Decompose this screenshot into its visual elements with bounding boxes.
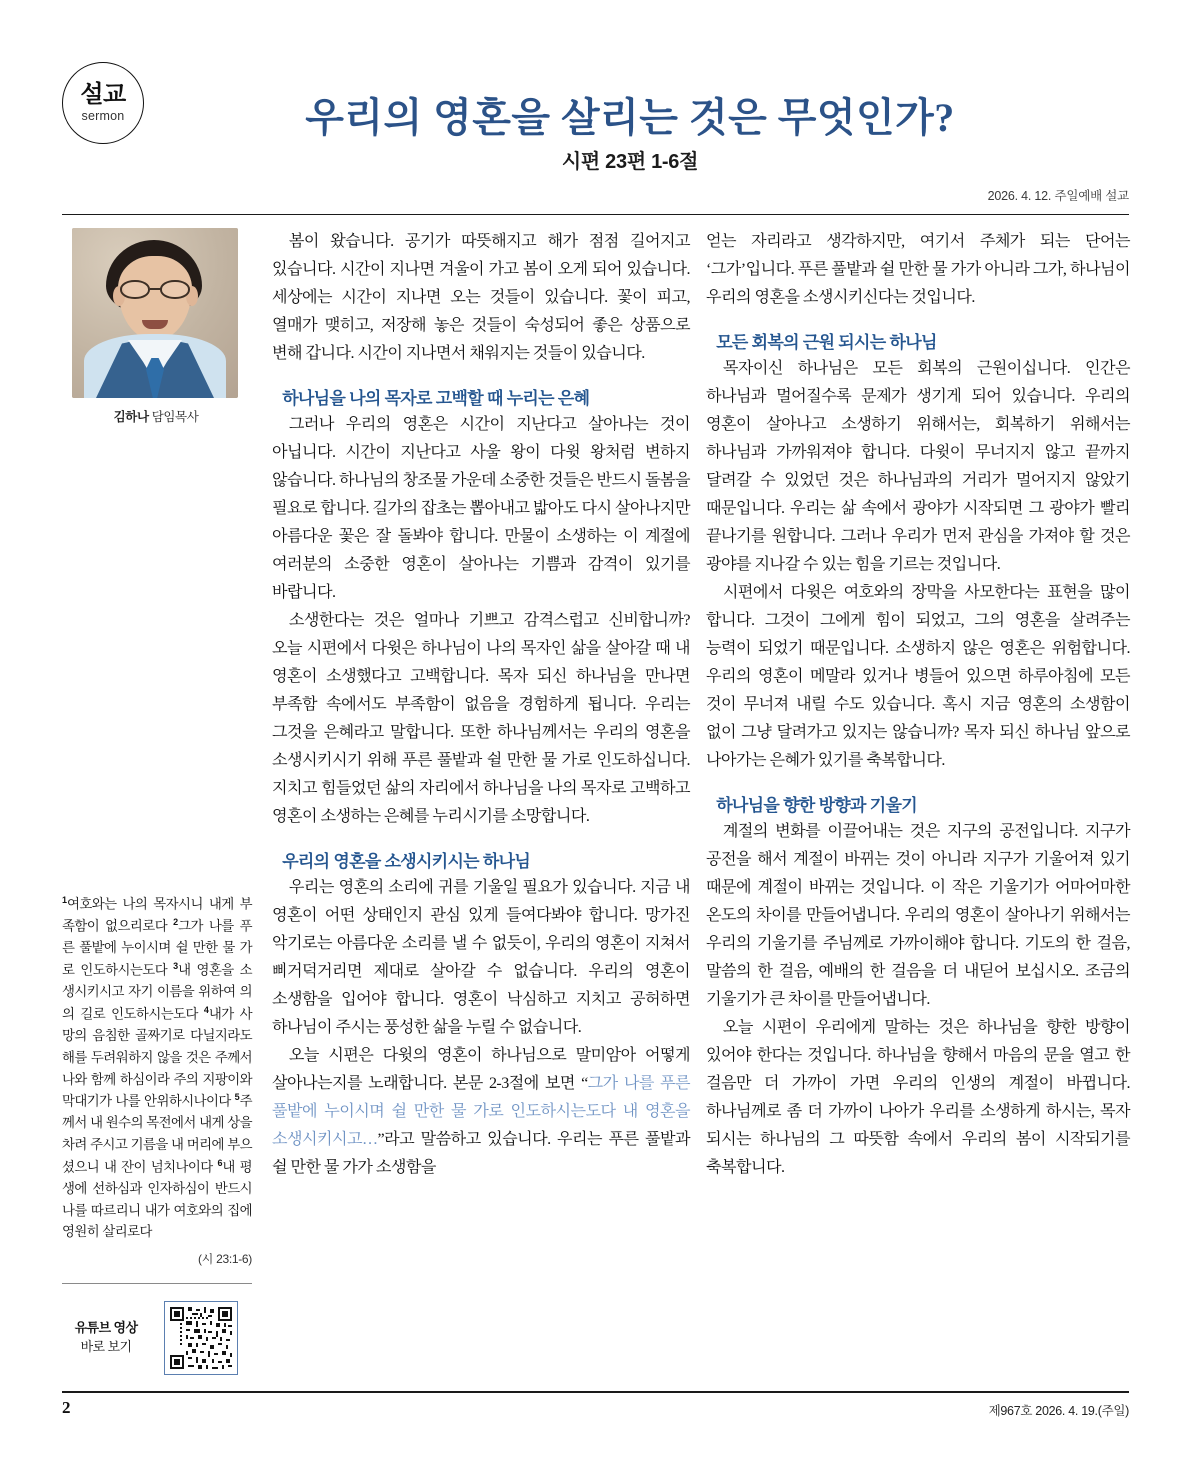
verse-text: 내 영혼을 소생시키시고 자기 이름을 위하여 의의 길로 인도하시는도다 — [62, 962, 252, 1022]
youtube-qr-label-line1: 유튜브 영상 — [74, 1320, 138, 1336]
sermon-badge-korean-label: 설교 — [80, 81, 126, 109]
verse-number: 6 — [217, 1157, 222, 1168]
sidebar-divider — [62, 1283, 252, 1284]
page-masthead — [0, 0, 1191, 216]
verse-number: 5 — [234, 1092, 240, 1103]
scripture-passage-citation: (시 23:1-6) — [198, 1252, 252, 1267]
sermon-badge-english-label: sermon — [81, 109, 125, 124]
paragraph: 우리는 영혼의 소리에 귀를 기울일 필요가 있습니다. 지금 내 영혼이 어떤 상태인지 관심 있게 들여다봐야 합니다. 망가진 악기로는 아름다운 소리를 낼 수 없듯이, 우리의 영혼이 지쳐서 삐거덕거리면 제대로 살아갈 수 없습니다. 우리의 영혼이 소생함을 입어야 합니다. 영혼이 낙심하고 지치고 공허하면 하나님이 주시는 풍성한 삶을 누릴 수 없습니다. — [272, 879, 690, 1036]
verse-number: 1 — [62, 895, 67, 905]
scripture-passage-text — [62, 893, 252, 1243]
verse-number: 3 — [173, 961, 178, 972]
section-heading: 하나님을 향한 방향과 기울기 — [716, 796, 917, 815]
highlighted-scripture-quote: 그가 나를 푸른 풀밭에 누이시며 쉴 만한 물 가로 인도하시는도다 내 영혼을 소생시키시고… — [272, 1075, 690, 1148]
verse-text: 내가 사망의 음침한 골짜기로 다닐지라도 해를 두려워하지 않을 것은 주께서 나와 함께 하심이라 주의 지팡이와 막대기가 나를 안위하시나이다 — [62, 1006, 253, 1109]
paragraph: 봄이 왔습니다. 공기가 따뜻해지고 해가 점점 길어지고 있습니다. 시간이 지나면 겨울이 가고 봄이 오게 되어 있습니다. 세상에는 시간이 지나면 오는 것들이 있습니다. 꽃이 피고, 열매가 맺히고, 저장해 놓은 것들이 숙성되어 좋은 상품으로 변해 갑니다. 시간이 지나면서 채워지는 것들이 있습니다. — [272, 233, 690, 362]
sermon-badge — [62, 62, 144, 144]
portrait-glasses — [118, 280, 194, 300]
paragraph: 그러나 우리의 영혼은 시간이 지난다고 살아나는 것이 아닙니다. 시간이 지난다고 사울 왕이 다윗 왕처럼 변하지 않습니다. 하나님의 창조물 가운데 소중한 것들은 반드시 돌봄을 필요로 합니다. 길가의 잡초는 뽑아내고 밟아도 다시 살아나지만 아름다운 꽃은 잘 돌봐야 합니다. 만물이 소생하는 이 계절에 여러분의 소중한 영혼이 살아나는 기쁨과 감격이 있기를 바랍니다. — [272, 416, 690, 601]
scripture-reference-subtitle: 시편 23편 1-6절 — [561, 151, 699, 173]
scripture-passage-box — [62, 893, 252, 1267]
portrait-lens-left — [120, 280, 150, 299]
page-number: 2 — [62, 1398, 71, 1417]
page-title: 우리의 영혼을 살리는 것은 무엇인가? — [305, 95, 955, 140]
youtube-qr-code-icon[interactable] — [164, 1301, 238, 1375]
youtube-qr-label-line2: 바로 보기 — [80, 1339, 132, 1354]
verse-text: 주께서 내 원수의 목전에서 내게 상을 차려 주시고 기름을 내 머리에 부으셨으니 내 잔이 넘치나이다 — [62, 1093, 252, 1175]
middle-article-column — [272, 228, 690, 1182]
verse-number: 4 — [203, 1004, 209, 1015]
verse-text: 그가 나를 푸른 풀밭에 누이시며 쉴 만한 물 가로 인도하시는도다 — [62, 918, 252, 978]
portrait-caption-name: 김하나 — [113, 410, 149, 424]
left-sidebar-column — [62, 228, 250, 425]
right-article-column — [706, 228, 1130, 1182]
paragraph: 오늘 시편이 우리에게 말하는 것은 하나님을 향한 방향이 있어야 한다는 것입니다. 하나님을 향해서 마음의 문을 열고 한 걸음만 더 가까이 가면 우리의 인생의 계절이 바뀝니다. 하나님께로 좀 더 가까이 나아가 우리를 소생하게 하시는, 목자 되시는 하나님의 그 따뜻함 속에서 우리의 봄이 시작되기를 축복합니다. — [706, 1019, 1130, 1176]
verse-number: 2 — [173, 917, 178, 928]
issue-info: 제967호 2026. 4. 19.(주일) — [988, 1404, 1129, 1418]
paragraph: 계절의 변화를 이끌어내는 것은 지구의 공전입니다. 지구가 공전을 해서 계절이 바뀌는 것이 아니라 지구가 기울어져 있기 때문에 계절이 바뀌는 것입니다. 이 작은 기울기가 어마어마한 온도의 차이를 만들어냅니다. 우리의 영혼이 살아나기 위해서는 우리의 기울기를 주님께로 가까이해야 합니다. 기도의 한 걸음, 말씀의 한 걸음, 예배의 한 걸음을 더 내딛어 보십시오. 조금의 기울기가 큰 차이를 만들어냅니다. — [706, 823, 1130, 1008]
paragraph: 목자이신 하나님은 모든 회복의 근원이십니다. 인간은 하나님과 멀어질수록 문제가 생기게 되어 있습니다. 우리의 영혼이 살아나고 소생하기 위해서는, 회복하기 위해서는 하나님과 가까워져야 합니다. 다윗이 무너지지 않고 끝까지 달려갈 수 있었던 것은 하나님과의 거리가 멀어지지 않았기 때문입니다. 우리는 삶 속에서 광야가 시작되면 그 광야가 빨리 끝나기를 원합니다. 그러나 우리가 먼저 관심을 가져야 할 것은 광야를 지나갈 수 있는 힘을 기르는 것입니다. — [706, 360, 1130, 573]
footer-divider — [62, 1391, 1129, 1393]
section-heading: 하나님을 나의 목자로 고백할 때 누리는 은혜 — [282, 389, 590, 408]
youtube-qr-block[interactable] — [62, 1299, 252, 1377]
sermon-dateline: 2026. 4. 12. 주일예배 설교 — [987, 189, 1129, 203]
paragraph: 얻는 자리라고 생각하지만, 여기서 주체가 되는 단어는 ‘그가’입니다. 푸른 풀밭과 쉴 만한 물 가가 아니라 그가, 하나님이 우리의 영혼을 소생시키신다는 것입니다. — [706, 233, 1130, 306]
section-heading: 우리의 영혼을 소생시키시는 하나님 — [282, 852, 531, 871]
verse-text: 여호와는 나의 목자시니 내게 부족함이 없으리로다 — [62, 896, 252, 934]
header-divider — [62, 214, 1129, 215]
pastor-portrait-photo — [72, 228, 238, 398]
verse-text: 내 평생에 선하심과 인자하심이 반드시 나를 따르리니 내가 여호와의 집에 영원히 살리로다 — [62, 1159, 252, 1240]
paragraph: 시편에서 다윗은 여호와의 장막을 사모한다는 표현을 많이 합니다. 그것이 그에게 힘이 되었고, 그의 영혼을 살려주는 능력이 되었기 때문입니다. 소생하지 않은 영혼은 위험합니다. 우리의 영혼이 메말라 있거나 병들어 있으면 하루아침에 모든 것이 무너져 내릴 수도 있습니다. 혹시 지금 영혼의 소생함이 없이 그냥 달려가고 있지는 않습니까? 목자 되신 하나님 앞으로 나아가는 은혜가 있기를 축복합니다. — [706, 584, 1130, 769]
portrait-caption-title: 담임목사 — [148, 410, 199, 424]
quote-lead-out: ”라고 말씀하고 있습니다. 우리는 푸른 풀밭과 쉴 만한 물 가가 소생함을 — [272, 1131, 690, 1176]
paragraph-with-quote — [272, 1042, 690, 1182]
youtube-qr-label — [62, 1319, 150, 1357]
portrait-caption — [62, 407, 250, 425]
paragraph: 소생한다는 것은 얼마나 기쁘고 감격스럽고 신비합니까? 오늘 시편에서 다윗은 하나님이 나의 목자인 삶을 살아갈 때 내 영혼이 소생했다고 고백합니다. 목자 되신 하나님을 만나면 부족함 속에서도 부족함이 없음을 경험하게 됩니다. 우리는 그것을 은혜라고 말합니다. 또한 하나님께서는 우리의 영혼을 소생시키시기 위해 푸른 풀밭과 쉴 만한 물 가로 인도하십니다. 지치고 힘들었던 삶의 자리에서 하나님을 나의 목자로 고백하고 영혼이 소생하는 은혜를 누리시기를 소망합니다. — [272, 612, 690, 825]
section-heading: 모든 회복의 근원 되시는 하나님 — [716, 333, 937, 352]
portrait-lens-right — [160, 280, 190, 299]
quote-lead-in: 오늘 시편은 다윗의 영혼이 하나님으로 말미암아 어떻게 살아나는지를 노래합니다. 본문 2-3절에 보면 “ — [272, 1047, 690, 1092]
